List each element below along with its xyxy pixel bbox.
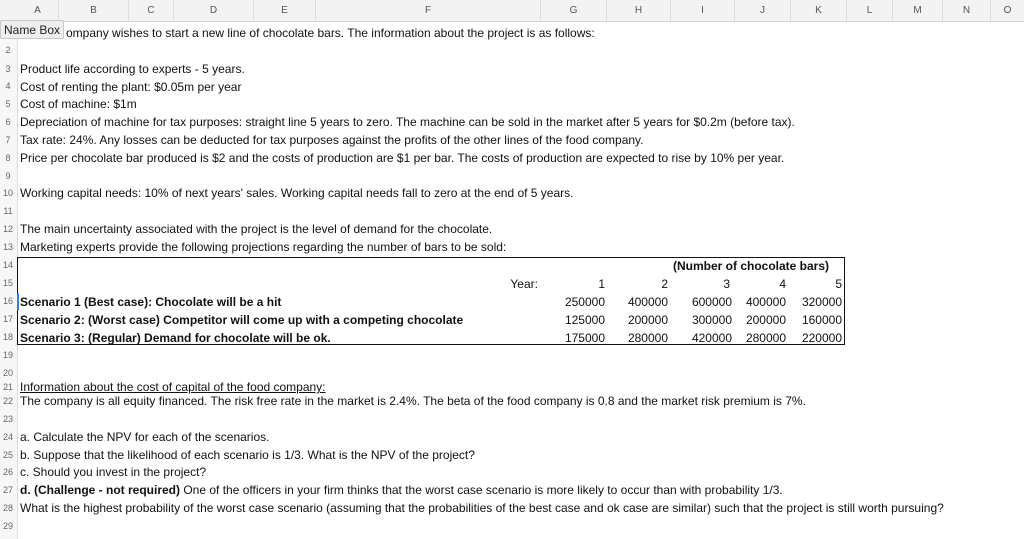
- question-b[interactable]: b. Suppose that the likelihood of each scenario is 1/3. What is the NPV of the project?: [20, 448, 475, 462]
- column-header-n[interactable]: N: [943, 0, 991, 21]
- column-header-d[interactable]: D: [174, 0, 254, 21]
- row-header-29[interactable]: 29: [2, 521, 13, 531]
- text-uncertainty[interactable]: The main uncertainty associated with the project is the level of demand for the chocolate.: [20, 222, 493, 236]
- row-header-21[interactable]: 21: [2, 382, 13, 392]
- question-d-text: One of the officers in your firm thinks that the worst case scenario is more likely to occur than with probability 1/3.: [180, 483, 783, 497]
- text-product-life[interactable]: Product life according to experts - 5 years.: [20, 62, 245, 76]
- scenario-2-year-2[interactable]: 200000: [627, 313, 668, 327]
- intro-text[interactable]: ompany wishes to start a new line of chocolate bars. The information about the project is as follows:: [66, 26, 595, 40]
- column-header-o[interactable]: O: [1003, 5, 1012, 16]
- row-header-17[interactable]: 17: [2, 314, 13, 324]
- column-header-c[interactable]: C: [129, 0, 174, 21]
- row-header-5[interactable]: 5: [5, 99, 11, 109]
- column-header-m[interactable]: M: [893, 0, 943, 21]
- column-header-bar: [0, 0, 1024, 22]
- scenario-1-year-1[interactable]: 250000: [564, 295, 605, 309]
- name-box[interactable]: Name Box: [0, 20, 64, 39]
- table-units-header[interactable]: (Number of chocolate bars): [673, 259, 830, 273]
- text-depreciation[interactable]: Depreciation of machine for tax purposes: straight line 5 years to zero. The machine can be sold in the market after 5 years for $0.2m (before tax).: [20, 115, 795, 129]
- row-header-13[interactable]: 13: [2, 242, 13, 252]
- row-header-24[interactable]: 24: [2, 432, 13, 442]
- column-header-i[interactable]: I: [671, 0, 735, 21]
- text-tax-rate[interactable]: Tax rate: 24%. Any losses can be deducted for tax purposes against the profits of the other lines of the food company.: [20, 133, 644, 147]
- row-header-16[interactable]: 16: [2, 296, 13, 306]
- text-plant-rent[interactable]: Cost of renting the plant: $0.05m per year: [20, 80, 242, 94]
- text-machine-cost[interactable]: Cost of machine: $1m: [20, 97, 137, 111]
- text-cost-of-capital-heading[interactable]: Information about the cost of capital of the food company:: [20, 380, 326, 394]
- row-header-27[interactable]: 27: [2, 485, 13, 495]
- scenario-2-year-4[interactable]: 200000: [745, 313, 786, 327]
- text-equity-financed[interactable]: The company is all equity financed. The risk free rate in the market is 2.4%. The beta of the food company is 0.8 and the market risk premium is 7%.: [20, 394, 806, 408]
- row-header-18[interactable]: 18: [2, 332, 13, 342]
- column-header-e[interactable]: E: [254, 0, 316, 21]
- row-header-14[interactable]: 14: [2, 260, 13, 270]
- row-header-10[interactable]: 10: [2, 188, 13, 198]
- year-3[interactable]: 3: [723, 277, 730, 291]
- row-header-28[interactable]: 28: [2, 503, 13, 513]
- scenario-1-label[interactable]: Scenario 1 (Best case): Chocolate will be a hit: [20, 295, 282, 309]
- year-2[interactable]: 2: [661, 277, 668, 291]
- text-marketing[interactable]: Marketing experts provide the following projections regarding the number of bars to be sold:: [20, 240, 507, 254]
- row-header-4[interactable]: 4: [5, 81, 11, 91]
- scenario-3-year-4[interactable]: 280000: [745, 331, 786, 345]
- scenario-3-year-3[interactable]: 420000: [691, 331, 732, 345]
- scenario-3-year-2[interactable]: 280000: [627, 331, 668, 345]
- year-1[interactable]: 1: [598, 277, 605, 291]
- question-a[interactable]: a. Calculate the NPV for each of the scenarios.: [20, 430, 270, 444]
- scenario-2-year-1[interactable]: 125000: [564, 313, 605, 327]
- active-cell-indicator: [17, 293, 19, 310]
- year-4[interactable]: 4: [779, 277, 786, 291]
- row-header-26[interactable]: 26: [2, 467, 13, 477]
- column-header-k[interactable]: K: [791, 0, 847, 21]
- text-working-capital[interactable]: Working capital needs: 10% of next years' sales. Working capital needs fall to zero at the end of 5 years.: [20, 186, 574, 200]
- column-header-b[interactable]: B: [59, 0, 129, 21]
- year-label[interactable]: Year:: [510, 277, 538, 291]
- scenario-2-year-3[interactable]: 300000: [691, 313, 732, 327]
- column-header-a[interactable]: A: [17, 0, 59, 21]
- row-header-9[interactable]: 9: [5, 171, 11, 181]
- question-c[interactable]: c. Should you invest in the project?: [20, 465, 207, 479]
- scenario-2-year-5[interactable]: 160000: [801, 313, 842, 327]
- scenario-3-year-5[interactable]: 220000: [801, 331, 842, 345]
- row-header-19[interactable]: 19: [2, 350, 13, 360]
- question-d[interactable]: [20, 483, 783, 498]
- question-d-followup[interactable]: What is the highest probability of the worst case scenario (assuming that the probabilities of the best case and ok case are similar) such that the project is still worth pursuing?: [20, 501, 944, 515]
- column-header-l[interactable]: L: [847, 0, 893, 21]
- row-header-3[interactable]: 3: [5, 64, 11, 74]
- column-header-j[interactable]: J: [735, 0, 791, 21]
- row-header-11[interactable]: 11: [3, 206, 13, 216]
- row-header-7[interactable]: 7: [5, 135, 11, 145]
- scenario-1-year-3[interactable]: 600000: [691, 295, 732, 309]
- row-header-20[interactable]: 20: [2, 368, 13, 378]
- row-header-6[interactable]: 6: [5, 117, 11, 127]
- question-d-bold-prefix: d. (Challenge - not required): [20, 483, 181, 497]
- scenario-2-label[interactable]: Scenario 2: (Worst case) Competitor will come up with a competing chocolate: [20, 313, 464, 327]
- row-header-12[interactable]: 12: [2, 224, 13, 234]
- row-header-2[interactable]: 2: [5, 45, 11, 55]
- scenario-3-label[interactable]: Scenario 3: (Regular) Demand for chocolate will be ok.: [20, 331, 331, 345]
- row-header-8[interactable]: 8: [5, 153, 11, 163]
- scenario-3-year-1[interactable]: 175000: [564, 331, 605, 345]
- column-header-g[interactable]: G: [541, 0, 607, 21]
- column-header-f[interactable]: F: [316, 0, 541, 21]
- year-5[interactable]: 5: [835, 277, 842, 291]
- column-header-h[interactable]: H: [607, 0, 671, 21]
- scenario-1-year-5[interactable]: 320000: [801, 295, 842, 309]
- row-header-15[interactable]: 15: [2, 278, 13, 288]
- scenario-1-year-4[interactable]: 400000: [745, 295, 786, 309]
- scenario-1-year-2[interactable]: 400000: [627, 295, 668, 309]
- row-header-23[interactable]: 23: [2, 414, 13, 424]
- text-price-costs[interactable]: Price per chocolate bar produced is $2 and the costs of production are $1 per bar. The costs of production are expected to rise by 10% per year.: [20, 151, 785, 165]
- row-header-25[interactable]: 25: [2, 450, 13, 460]
- row-header-22[interactable]: 22: [2, 396, 13, 406]
